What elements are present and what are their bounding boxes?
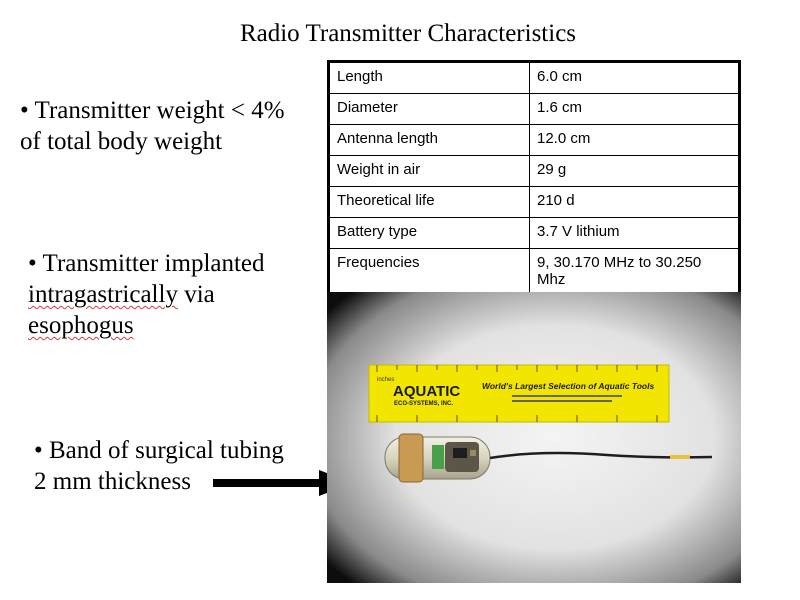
- table-row: [329, 218, 740, 249]
- spec-value: 9, 30.170 MHz to 30.250 Mhz: [530, 249, 740, 295]
- table-row: [329, 156, 740, 187]
- table-row: [329, 187, 740, 218]
- bullet-implant-line1: • Transmitter implanted: [28, 250, 265, 277]
- bullet-weight-line2: of total body weight: [20, 128, 223, 155]
- spec-value: 3.7 V lithium: [530, 218, 740, 249]
- spec-label: Antenna length: [329, 125, 530, 156]
- spec-value: 12.0 cm: [530, 125, 740, 156]
- ruler-brand: AQUATIC: [393, 383, 461, 400]
- ruler-unit: inches: [377, 377, 395, 383]
- spec-table: [327, 60, 741, 296]
- spec-value: 1.6 cm: [530, 94, 740, 125]
- bullet-band-line1: • Band of surgical tubing: [34, 437, 284, 464]
- ruler-slogan: World's Largest Selection of Aquatic Tools: [482, 381, 655, 391]
- table-row: [329, 62, 740, 94]
- spec-label: Theoretical life: [329, 187, 530, 218]
- slide-title: Radio Transmitter Characteristics: [239, 20, 577, 47]
- table-row: [329, 125, 740, 156]
- spec-value: 6.0 cm: [530, 62, 740, 94]
- bullet-implant-word1: intragastrically: [28, 281, 178, 308]
- spec-value: 29 g: [530, 156, 740, 187]
- spec-value: 210 d: [530, 187, 740, 218]
- spec-label: Battery type: [329, 218, 530, 249]
- bullet-weight: [20, 95, 320, 157]
- bullet-implant-rest2: via: [177, 281, 215, 308]
- table-row: [329, 249, 740, 295]
- bullet-weight-line1: • Transmitter weight < 4%: [20, 97, 285, 124]
- spec-label: Frequencies: [329, 249, 530, 295]
- table-row: [329, 94, 740, 125]
- bullet-implant-line2: [28, 279, 328, 310]
- spec-label: Diameter: [329, 94, 530, 125]
- spec-label: Weight in air: [329, 156, 530, 187]
- bullet-implant-line3: [28, 310, 328, 341]
- bullet-implant-word2: esophogus: [28, 312, 134, 339]
- ruler: [369, 365, 669, 422]
- spec-label: Length: [329, 62, 530, 94]
- surgical-tubing-band: [399, 434, 423, 482]
- bullet-band-line2: 2 mm thickness: [34, 468, 191, 495]
- transmitter-photo: [327, 292, 741, 583]
- ruler-brand-sub: ECO-SYSTEMS, INC.: [394, 401, 454, 407]
- bullet-implant: [28, 248, 328, 341]
- photo-background: [327, 292, 741, 583]
